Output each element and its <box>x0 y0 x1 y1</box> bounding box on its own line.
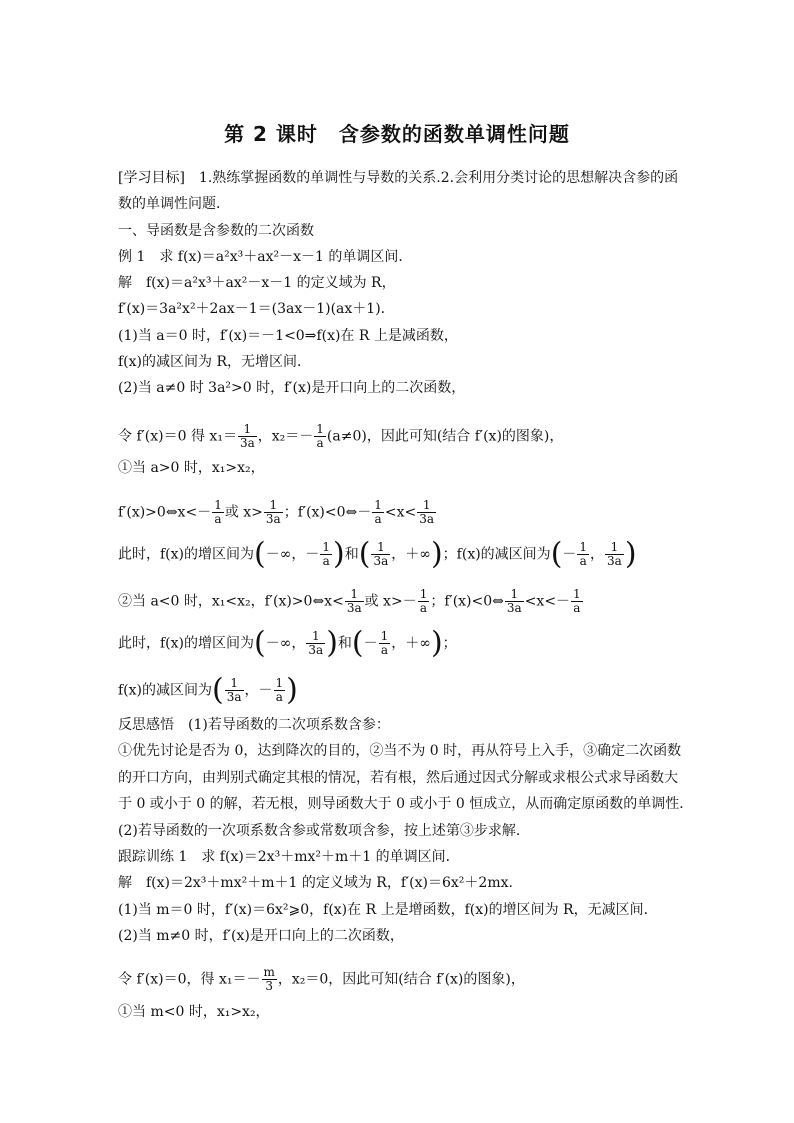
fraction <box>577 541 589 568</box>
case-line <box>118 625 457 661</box>
page-title: 第 2 课时 含参数的函数单调性问题 <box>224 122 570 146</box>
example-line <box>118 248 412 266</box>
numerator: 1 <box>573 587 581 601</box>
fraction <box>212 499 224 526</box>
text: f′(x)>0⇔x<－ <box>118 504 212 521</box>
numerator: 1 <box>371 541 390 555</box>
solution-line <box>118 274 396 292</box>
right-paren: ) <box>430 625 443 661</box>
denominator: a <box>380 643 389 657</box>
text: ②当 a<0 时，x₁<x₂，f′(x)>0⇔x< <box>118 593 344 610</box>
learning-goal-line <box>118 169 678 187</box>
numerator: 1 <box>316 422 324 436</box>
fraction <box>306 630 325 657</box>
text: －∞， <box>265 635 306 652</box>
fraction <box>238 423 257 450</box>
text: － <box>363 635 378 652</box>
text: (2)当 a≠0 时 3a²>0 时，f′(x)是开口向上的二次函数， <box>118 380 466 396</box>
solution-line <box>118 327 458 345</box>
text: 于 0 或小于 0 的解，若无根，则导函数大于 0 或小于 0 恒成立，从而确定原函数的单调性． <box>118 796 694 812</box>
denominator: a <box>275 690 283 704</box>
reflection-line <box>118 716 390 734</box>
fraction <box>372 499 384 526</box>
numerator: 1 <box>579 540 588 554</box>
text: (2)当 m≠0 时，f′(x)是开口向上的二次函数， <box>118 928 404 944</box>
fraction <box>379 630 391 657</box>
right-paren: ) <box>286 672 298 708</box>
numerator: 1 <box>264 499 283 513</box>
case-line <box>118 459 265 477</box>
solution-line <box>118 901 658 919</box>
reflection-line <box>118 769 678 787</box>
text: (1)当 a＝0 时，f′(x)＝－1<0⇒f(x)在 R 上是减函数， <box>118 328 458 344</box>
fraction <box>371 541 390 568</box>
text: 令 f′(x)＝0 得 x₁＝ <box>118 428 237 445</box>
numerator: 1 <box>417 499 436 513</box>
text: (a≠0)，因此可知(结合 f′(x)的图象)， <box>326 428 564 445</box>
text: ；f′(x)<0⇔ <box>430 593 504 610</box>
fraction <box>605 541 624 568</box>
left-paren: ( <box>358 536 371 572</box>
right-paren: ) <box>430 536 443 572</box>
case-line <box>118 499 437 526</box>
numerator: 1 <box>275 676 284 690</box>
text: 反思感悟 (1)若导函数的二次项系数含参： <box>118 717 390 733</box>
text: ， <box>590 546 605 563</box>
text: ①当 m<0 时，x₁>x₂， <box>118 1004 270 1020</box>
left-paren: ( <box>254 536 266 572</box>
text: <x< <box>384 504 417 521</box>
numerator: 1 <box>374 498 382 512</box>
text: ，x₂＝－ <box>257 428 314 445</box>
denominator: a <box>579 554 587 568</box>
text: (1)当 m＝0 时，f′(x)＝6x²⩾0，f(x)在 R 上是增函数，f(x)的增区间为 R，无减区间． <box>118 902 658 918</box>
text: 此时，f(x)的增区间为 <box>118 635 255 652</box>
denominator: 3a <box>239 436 255 450</box>
numerator: 1 <box>238 423 257 437</box>
fraction <box>418 588 430 615</box>
case-line <box>118 1003 270 1021</box>
left-paren: ( <box>212 672 224 708</box>
text: 解 f(x)＝a²x³＋ax²－x－1 的定义域为 R， <box>118 275 396 291</box>
text: ，＋∞ <box>391 546 431 563</box>
numerator: 1 <box>345 588 364 602</box>
solution-line <box>118 353 311 371</box>
numerator: 1 <box>605 541 624 555</box>
text: f′(x)＝3a²x²＋2ax－1＝(3ax－1)(ax＋1)． <box>118 301 395 317</box>
reflection-line <box>118 822 530 840</box>
text: 的开口方向，由判别式确定其根的情况，若有根，然后通过因式分解或求根公式求导函数大 <box>118 770 678 786</box>
text: 或 x>－ <box>364 593 417 610</box>
denominator: 3a <box>308 643 324 657</box>
text: ①当 a>0 时，x₁>x₂， <box>118 460 265 476</box>
numerator: 1 <box>505 588 524 602</box>
numerator: 1 <box>225 677 244 691</box>
text: ；f′(x)<0⇔－ <box>283 504 372 521</box>
numerator: 1 <box>380 629 389 643</box>
text: ；f(x)的减区间为 <box>442 546 551 563</box>
fraction <box>345 588 364 615</box>
text: ，－ <box>244 682 273 699</box>
text: ，＋∞ <box>391 635 431 652</box>
denominator: 3a <box>373 554 389 568</box>
solution-line <box>118 300 395 318</box>
numerator: 1 <box>306 630 325 644</box>
denominator: 3a <box>265 512 281 526</box>
text: 和 <box>337 635 352 652</box>
denominator: 3 <box>265 979 274 993</box>
case-line <box>118 536 637 572</box>
denominator: a <box>419 601 428 615</box>
numerator: 1 <box>214 498 222 512</box>
exercise-line <box>118 848 460 866</box>
text: －∞，－ <box>265 546 320 563</box>
section-heading <box>118 222 314 240</box>
reflection-line <box>118 742 681 760</box>
solution-line <box>118 927 404 945</box>
reflection-line <box>118 795 693 813</box>
text: － <box>562 546 577 563</box>
solution-line <box>118 966 525 993</box>
numerator: 1 <box>419 587 428 601</box>
text: 和 <box>344 546 359 563</box>
left-paren: ( <box>550 536 563 572</box>
solution-line <box>118 874 513 892</box>
fraction <box>262 966 277 993</box>
denominator: a <box>316 436 324 450</box>
denominator: 3a <box>419 512 435 526</box>
fraction <box>505 588 524 615</box>
text: <x<－ <box>524 593 571 610</box>
fraction <box>320 541 332 568</box>
right-paren: ) <box>326 625 338 661</box>
text: (2)若导函数的一次项系数含参或常数项含参，按上述第③步求解． <box>118 823 530 839</box>
denominator: 3a <box>226 690 242 704</box>
denominator: a <box>374 512 382 526</box>
text: 或 x> <box>224 504 263 521</box>
fraction <box>417 499 436 526</box>
solution-line <box>118 423 563 450</box>
denominator: 3a <box>607 554 622 568</box>
text: ①优先讨论是否为 0，达到降次的目的，②当不为 0 时，再从符号上入手，③确定二次函数 <box>118 743 682 759</box>
text: 此时，f(x)的增区间为 <box>118 546 255 563</box>
text: 数的单调性问题． <box>118 196 230 212</box>
right-paren: ) <box>333 536 345 572</box>
fraction <box>571 588 583 615</box>
text: ； <box>442 635 457 652</box>
text: 一、导函数是含参数的二次函数 <box>118 223 314 239</box>
text: 令 f′(x)＝0，得 x₁＝－ <box>118 971 261 988</box>
text: f(x)的减区间为 <box>118 682 213 699</box>
text: 例 1 求 f(x)＝a²x³＋ax²－x－1 的单调区间． <box>118 249 413 265</box>
solution-line <box>118 379 465 397</box>
denominator: 3a <box>506 601 522 615</box>
case-line <box>118 588 584 615</box>
fraction <box>225 677 244 704</box>
left-paren: ( <box>254 625 266 661</box>
text: 跟踪训练 1 求 f(x)＝2x³＋mx²＋m＋1 的单调区间． <box>118 849 460 865</box>
denominator: a <box>214 512 222 526</box>
numerator: 1 <box>322 540 331 554</box>
denominator: 3a <box>346 601 362 615</box>
case-line <box>118 672 298 708</box>
text: 解 f(x)＝2x³＋mx²＋m＋1 的定义域为 R，f′(x)＝6x²＋2mx. <box>118 875 513 891</box>
right-paren: ) <box>624 536 637 572</box>
text: ，x₂＝0，因此可知(结合 f′(x)的图象)， <box>277 971 525 988</box>
learning-goal-line <box>118 195 230 213</box>
denominator: a <box>322 554 330 568</box>
fraction <box>274 677 286 704</box>
text: [学习目标] 1.熟练掌握函数的单调性与导数的关系.2.会利用分类讨论的思想解决含参的函 <box>118 170 679 186</box>
left-paren: ( <box>351 625 364 661</box>
fraction <box>264 499 283 526</box>
denominator: a <box>573 601 581 615</box>
numerator: m <box>263 965 275 979</box>
fraction <box>314 423 326 450</box>
text: f(x)的减区间为 R，无增区间． <box>118 354 311 370</box>
